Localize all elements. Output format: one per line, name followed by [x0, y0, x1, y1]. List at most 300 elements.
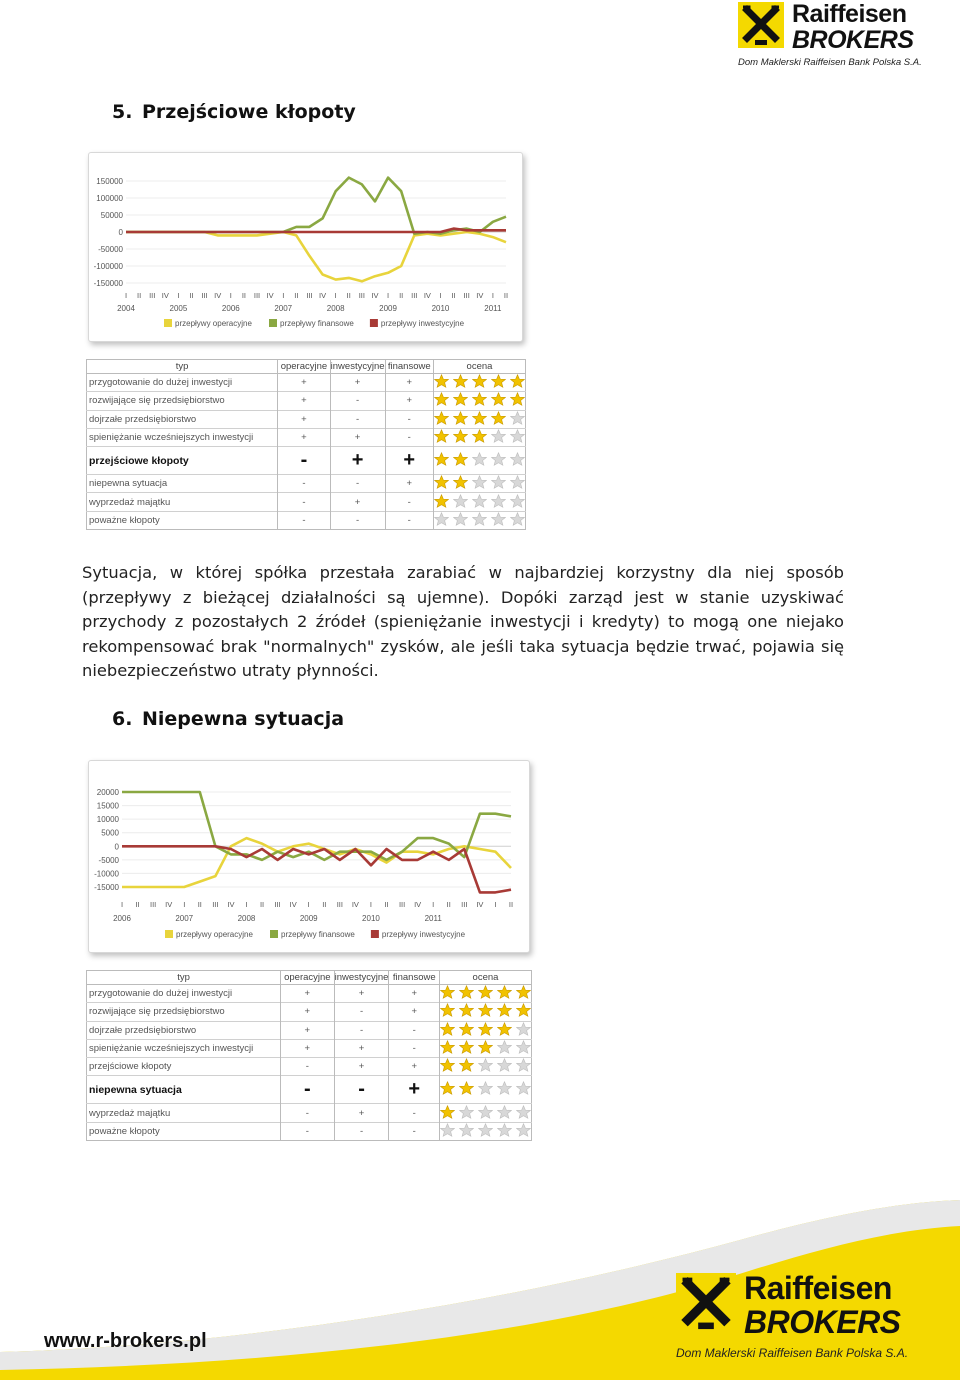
cashflow-sign-cell: - [281, 1104, 335, 1122]
table-row [87, 1003, 532, 1021]
x-quarter-label: III [201, 291, 208, 300]
star-icon [491, 452, 506, 466]
x-quarter-label: IV [165, 900, 173, 909]
x-year-label: 2007 [175, 914, 194, 923]
cashflow-sign-cell: + [330, 493, 385, 511]
star-icon [459, 1003, 474, 1017]
x-year-label: 2005 [169, 304, 188, 313]
cashflow-sign-cell: - [385, 428, 433, 446]
cashflow-sign-cell: + [330, 374, 385, 392]
y-tick-label: -100000 [93, 262, 123, 271]
x-quarter-label: III [306, 291, 313, 300]
star-icon [453, 392, 468, 406]
column-header: inwestycyjne [334, 972, 389, 983]
rating-stars [434, 428, 526, 446]
rating-table-header [87, 971, 532, 985]
y-tick-label: 50000 [100, 211, 123, 220]
rating-stars [440, 1122, 532, 1140]
x-quarter-label: IV [371, 291, 379, 300]
raiffeisen-gable-cross-icon [738, 2, 784, 48]
series-line [122, 846, 511, 892]
row-type-label: przejściowe kłopoty [87, 447, 278, 475]
star-icon [434, 392, 449, 406]
chart-1-cashflow-2004-2011 [89, 153, 522, 341]
raiffeisen-gable-cross-icon [676, 1273, 736, 1333]
star-icon [434, 411, 449, 425]
star-icon [472, 452, 487, 466]
x-year-label: 2010 [431, 304, 450, 313]
table-row [87, 428, 526, 446]
star-icon [440, 1003, 455, 1017]
rating-stars [434, 410, 526, 428]
star-icon [478, 1081, 493, 1095]
cashflow-sign-cell: + [385, 447, 433, 475]
legend-swatch [270, 930, 278, 938]
cashflow-sign-cell: - [389, 1122, 440, 1140]
rating-stars [434, 374, 526, 392]
x-quarter-label: II [503, 291, 509, 300]
section-5-heading [112, 101, 356, 123]
x-year-label: 2010 [362, 914, 380, 923]
x-year-label: 2008 [237, 914, 256, 923]
cashflow-sign-cell: - [330, 475, 385, 493]
star-icon [497, 1040, 512, 1054]
star-icon [472, 512, 487, 526]
cashflow-sign-cell: - [278, 447, 330, 475]
y-tick-label: 150000 [96, 177, 123, 186]
x-quarter-label: III [149, 291, 156, 300]
cashflow-sign-cell: - [278, 475, 330, 493]
row-type-label: wyprzedaż majątku [87, 493, 278, 511]
star-icon [478, 1022, 493, 1036]
x-quarter-label: I [494, 900, 497, 909]
star-icon [510, 392, 525, 406]
series-line [126, 232, 506, 281]
x-quarter-label: IV [227, 900, 235, 909]
rating-stars [434, 511, 526, 529]
x-quarter-label: III [274, 900, 281, 909]
star-icon [510, 494, 525, 508]
x-quarter-label: II [294, 291, 299, 300]
star-icon [459, 1040, 474, 1054]
cashflow-sign-cell: - [281, 1076, 335, 1104]
star-icon [491, 374, 506, 388]
star-icon [440, 1105, 455, 1119]
rating-stars [440, 1039, 532, 1057]
column-header: ocena [440, 971, 532, 985]
cashflow-sign-cell: + [278, 374, 330, 392]
rating-stars [440, 1076, 532, 1104]
rating-stars [440, 1021, 532, 1039]
row-type-label: wyprzedaż majątku [87, 1104, 281, 1122]
cashflow-sign-cell: + [389, 1003, 440, 1021]
star-icon [510, 429, 525, 443]
cashflow-sign-cell: + [389, 1058, 440, 1076]
y-tick-label: -5000 [98, 855, 119, 865]
x-quarter-label: II [508, 900, 514, 909]
cashflow-sign-cell: - [334, 1021, 389, 1039]
star-icon [440, 1040, 455, 1054]
row-type-label: poważne kłopoty [87, 1122, 281, 1140]
brand-tagline: Dom Maklerski Raiffeisen Bank Polska S.A. [676, 1346, 909, 1360]
star-icon [478, 1058, 493, 1072]
star-icon [459, 985, 474, 999]
star-icon [497, 985, 512, 999]
brand-logo-footer [676, 1270, 936, 1363]
legend-swatch [371, 930, 379, 938]
star-icon [440, 1058, 455, 1072]
star-icon [434, 374, 449, 388]
cashflow-sign-cell: + [278, 410, 330, 428]
star-icon [453, 374, 468, 388]
x-quarter-label: I [334, 291, 337, 300]
star-icon [510, 374, 525, 388]
row-type-label: spieniężanie wcześniejszych inwestycji [87, 428, 278, 446]
y-tick-label: -10000 [94, 869, 119, 879]
star-icon [472, 494, 487, 508]
table-row [87, 1076, 532, 1104]
table-row [87, 392, 526, 410]
star-icon [453, 494, 468, 508]
column-header: typ [87, 971, 281, 985]
cashflow-sign-cell: + [334, 1104, 389, 1122]
x-quarter-label: I [120, 900, 124, 909]
column-header: operacyjne [278, 360, 330, 374]
star-icon [491, 429, 506, 443]
x-quarter-label: III [149, 900, 157, 909]
star-icon [516, 1081, 531, 1095]
star-icon [497, 1003, 512, 1017]
x-quarter-label: II [197, 900, 202, 909]
star-icon [472, 374, 487, 388]
star-icon [472, 411, 487, 425]
star-icon [453, 475, 468, 489]
series-line [126, 178, 506, 234]
cashflow-sign-cell: - [389, 1021, 440, 1039]
star-icon [459, 1022, 474, 1036]
description-paragraph: Sytuacja, w której spółka przestała zarabiać w najbardziej korzystny dla niej sposób (przepływy z bieżącej działalności są ujemne). Dopóki zarząd jest w stanie uzyskiwać przychody z pozostałych 2 źródeł (spieniężanie inwestycji i kredyty) to mogą one niejako rekompensować brak "normalnych" zysków, ale jeśli taka sytuacja będzie trwać, pojawia się niebezpieczeństwo utraty płynności. [82, 563, 844, 680]
x-year-label: 2011 [484, 304, 502, 313]
x-quarter-label: IV [476, 900, 484, 909]
chart-2-cashflow-2006-2011 [89, 761, 529, 952]
star-icon [472, 429, 487, 443]
x-quarter-label: III [398, 900, 406, 909]
x-year-label: 2006 [113, 914, 131, 923]
brand-logo-top [738, 2, 938, 72]
cashflow-sign-cell: - [278, 493, 330, 511]
table-row [87, 447, 526, 475]
legend-swatch [370, 319, 378, 327]
star-icon [516, 1040, 531, 1054]
row-type-label: niepewna sytuacja [87, 1076, 281, 1104]
star-icon [440, 1022, 455, 1036]
table-row [87, 1039, 532, 1057]
x-quarter-label: I [432, 900, 435, 909]
y-tick-label: 100000 [96, 194, 123, 203]
star-icon [453, 452, 468, 466]
star-icon [459, 1105, 474, 1119]
star-icon [478, 1105, 493, 1119]
x-quarter-label: III [463, 291, 470, 300]
rating-table-6 [86, 970, 532, 1141]
legend-label: przepływy inwestycyjne [381, 930, 466, 939]
rating-stars [440, 1104, 532, 1122]
star-icon [516, 985, 531, 999]
y-tick-label: 0 [114, 842, 119, 852]
cashflow-sign-cell: + [334, 1039, 389, 1057]
cashflow-sign-cell: - [334, 1003, 389, 1021]
brand-name-line1: Raiffeisen [744, 1270, 892, 1306]
star-icon [434, 512, 449, 526]
star-icon [478, 1003, 493, 1017]
y-tick-label: 5000 [101, 828, 119, 838]
star-icon [472, 475, 487, 489]
cashflow-sign-cell: - [385, 511, 433, 529]
section-6-title: Niepewna sytuacja [142, 708, 345, 730]
star-icon [491, 512, 506, 526]
x-year-label: 2007 [274, 304, 293, 313]
column-header: ocena [434, 360, 526, 374]
x-quarter-label: I [282, 291, 285, 300]
legend-label: przepływy finansowe [281, 930, 355, 939]
cashflow-sign-cell: + [281, 1003, 335, 1021]
footer-website-link[interactable]: www.r-brokers.pl [44, 1330, 207, 1352]
table-row [87, 374, 526, 392]
cashflow-sign-cell: - [334, 1122, 389, 1140]
x-quarter-label: I [491, 291, 494, 300]
cashflow-sign-cell: - [389, 1039, 440, 1057]
cashflow-sign-cell: - [278, 511, 330, 529]
table-row [87, 410, 526, 428]
star-icon [516, 1105, 531, 1119]
x-quarter-label: I [369, 900, 373, 909]
cashflow-sign-cell: + [281, 1021, 335, 1039]
cashflow-sign-cell: + [334, 985, 389, 1003]
y-tick-label: 10000 [96, 815, 119, 825]
column-header: operacyjne [281, 971, 335, 985]
star-icon [516, 1123, 531, 1137]
table-row [87, 1122, 532, 1140]
column-header: typ [87, 360, 278, 374]
star-icon [440, 1123, 455, 1137]
cashflow-sign-cell: + [281, 1039, 335, 1057]
star-icon [478, 1123, 493, 1137]
y-tick-label: -150000 [93, 279, 123, 288]
rating-stars [434, 447, 526, 475]
x-quarter-label: III [336, 900, 343, 909]
x-quarter-label: III [358, 291, 365, 300]
x-quarter-label: I [387, 291, 390, 300]
x-quarter-label: I [307, 900, 310, 909]
column-header: finansowe [389, 971, 440, 985]
brand-name-line1: Raiffeisen [792, 0, 907, 28]
x-year-label: 2009 [379, 304, 397, 313]
star-icon [491, 392, 506, 406]
cashflow-sign-cell: - [330, 392, 385, 410]
x-quarter-label: IV [289, 900, 297, 909]
star-icon [453, 429, 468, 443]
x-quarter-label: IV [214, 291, 222, 300]
legend-swatch [164, 319, 172, 327]
y-tick-label: -15000 [94, 883, 119, 892]
legend-label: przepływy inwestycyjne [380, 319, 465, 328]
rating-stars [434, 475, 526, 493]
legend-label: przepływy finansowe [280, 319, 354, 328]
cashflow-sign-cell: - [385, 493, 433, 511]
star-icon [510, 512, 525, 526]
star-icon [516, 1022, 531, 1036]
series-line [122, 792, 511, 860]
brand-name-line2: BROKERS [792, 26, 914, 54]
x-quarter-label: I [183, 900, 186, 909]
x-quarter-label: II [189, 291, 194, 300]
row-type-label: przygotowanie do dużej inwestycji [87, 374, 278, 392]
x-quarter-label: IV [476, 291, 484, 300]
y-tick-label: 0 [118, 228, 123, 237]
x-quarter-label: II [451, 291, 456, 300]
star-icon [497, 1081, 512, 1095]
x-quarter-label: I [124, 291, 128, 300]
star-icon [434, 429, 449, 443]
star-icon [459, 1081, 474, 1095]
x-quarter-label: II [259, 900, 265, 909]
star-icon [516, 1003, 531, 1017]
section-6-heading [112, 708, 344, 730]
x-quarter-label: II [322, 900, 327, 909]
x-quarter-label: III [212, 900, 219, 909]
chart-2-panel [88, 760, 530, 953]
cashflow-sign-cell: + [389, 1076, 440, 1104]
rating-stars [440, 1058, 532, 1076]
row-type-label: przejściowe kłopoty [87, 1058, 281, 1076]
x-quarter-label: IV [351, 900, 359, 909]
star-icon [491, 494, 506, 508]
star-icon [459, 1058, 474, 1072]
x-quarter-label: IV [423, 291, 431, 300]
x-quarter-label: IV [414, 900, 422, 909]
star-icon [497, 1105, 512, 1119]
y-tick-label: 20000 [96, 788, 119, 797]
rating-stars [434, 493, 526, 511]
star-icon [516, 1058, 531, 1072]
star-icon [434, 452, 449, 466]
star-icon [440, 1081, 455, 1095]
legend-label: przepływy operacyjne [176, 930, 253, 939]
row-type-label: dojrzałe przedsiębiorstwo [87, 1021, 281, 1039]
x-quarter-label: II [137, 291, 142, 300]
cashflow-sign-cell: - [330, 410, 385, 428]
x-year-label: 2004 [117, 304, 135, 313]
row-type-label: przygotowanie do dużej inwestycji [87, 985, 281, 1003]
brand-name-line2: BROKERS [744, 1304, 901, 1340]
x-quarter-label: II [346, 291, 351, 300]
x-quarter-label: IV [266, 291, 274, 300]
x-quarter-label: I [245, 900, 248, 909]
row-type-label: dojrzałe przedsiębiorstwo [87, 410, 278, 428]
section-5-number: 5. [112, 101, 133, 123]
x-quarter-label: II [446, 900, 451, 909]
rating-stars [440, 1003, 532, 1021]
star-icon [491, 475, 506, 489]
star-icon [510, 475, 525, 489]
x-quarter-label: II [399, 291, 404, 300]
star-icon [472, 392, 487, 406]
cashflow-sign-cell: - [281, 1122, 335, 1140]
section-5-title: Przejściowe kłopoty [142, 101, 356, 123]
rating-stars [440, 985, 532, 1003]
chart-1-panel [88, 152, 523, 342]
cashflow-sign-cell: + [278, 392, 330, 410]
row-type-label: spieniężanie wcześniejszych inwestycji [87, 1039, 281, 1057]
x-quarter-label: III [461, 900, 468, 909]
table-row [87, 1021, 532, 1039]
legend-swatch [269, 319, 277, 327]
star-icon [497, 1123, 512, 1137]
x-year-label: 2006 [221, 304, 240, 313]
y-tick-label: 15000 [96, 801, 119, 811]
star-icon [478, 1040, 493, 1054]
star-icon [497, 1022, 512, 1036]
x-quarter-label: II [241, 291, 247, 300]
brand-tagline: Dom Maklerski Raiffeisen Bank Polska S.A. [738, 57, 922, 68]
x-year-label: 2008 [326, 304, 345, 313]
row-type-label: rozwijające się przedsiębiorstwo [87, 1003, 281, 1021]
table-row [87, 511, 526, 529]
row-type-label: poważne kłopoty [87, 511, 278, 529]
star-icon [453, 411, 468, 425]
cashflow-sign-cell: - [330, 511, 385, 529]
rating-table-header [87, 360, 526, 374]
star-icon [510, 411, 525, 425]
row-type-label: rozwijające się przedsiębiorstwo [87, 392, 278, 410]
star-icon [459, 1123, 474, 1137]
x-quarter-label: III [411, 291, 418, 300]
column-header: finansowe [385, 360, 433, 374]
x-quarter-label: I [177, 291, 180, 300]
star-icon [510, 452, 525, 466]
cashflow-sign-cell: + [385, 392, 433, 410]
cashflow-sign-cell: - [389, 1104, 440, 1122]
star-icon [440, 985, 455, 999]
star-icon [434, 475, 449, 489]
cashflow-sign-cell: + [385, 374, 433, 392]
x-quarter-label: II [135, 900, 140, 909]
cashflow-sign-cell: + [330, 428, 385, 446]
x-year-label: 2011 [424, 914, 442, 923]
legend-swatch [165, 930, 173, 938]
column-header: inwestycyjne [330, 361, 385, 372]
table-row [87, 1058, 532, 1076]
x-quarter-label: III [253, 291, 261, 300]
star-icon [497, 1058, 512, 1072]
x-quarter-label: II [384, 900, 389, 909]
cashflow-sign-cell: + [281, 985, 335, 1003]
cashflow-sign-cell: + [278, 428, 330, 446]
x-quarter-label: I [439, 291, 442, 300]
x-quarter-label: IV [319, 291, 327, 300]
star-icon [491, 411, 506, 425]
table-row [87, 475, 526, 493]
table-row [87, 1104, 532, 1122]
rating-stars [434, 392, 526, 410]
cashflow-sign-cell: - [334, 1076, 389, 1104]
section-6-number: 6. [112, 708, 133, 730]
row-type-label: niepewna sytuacja [87, 475, 278, 493]
cashflow-sign-cell: - [385, 410, 433, 428]
cashflow-sign-cell: + [330, 447, 385, 475]
table-row [87, 493, 526, 511]
cashflow-sign-cell: + [389, 985, 440, 1003]
